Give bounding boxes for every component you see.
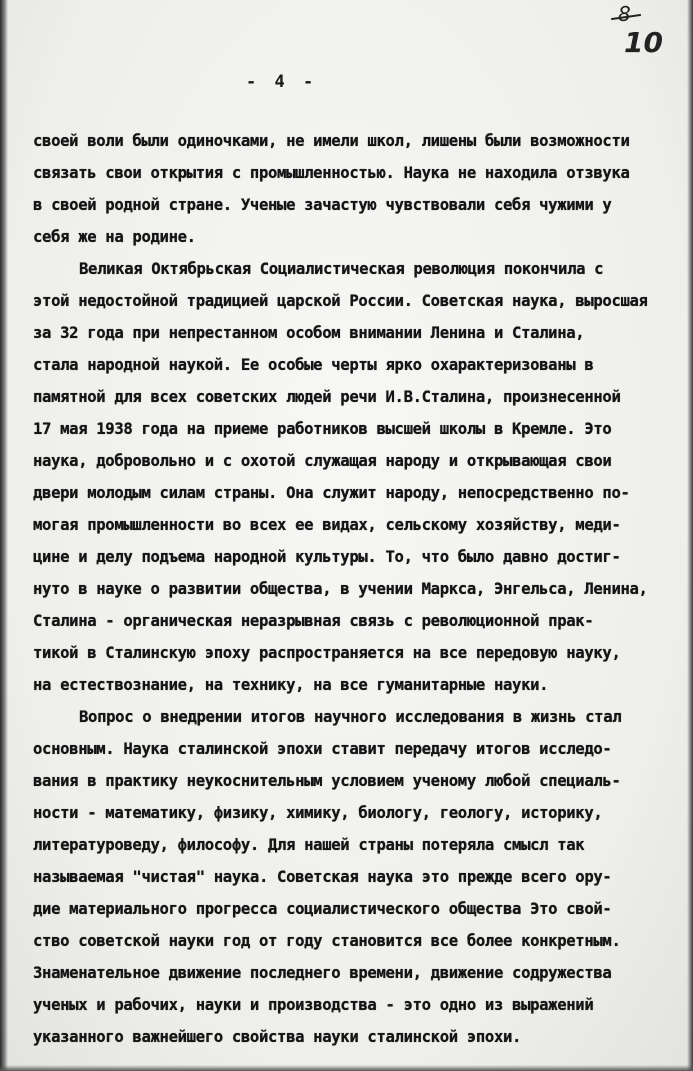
text-line: Великая Октябрьская Социалистическая революция покончила с [79, 260, 604, 278]
text-line: литературоведу, философу. Для нашей страны потеряла смысл так [33, 836, 585, 854]
handwritten-old-page-number: 8 [618, 2, 631, 26]
text-line: себя же на родине. [33, 228, 196, 246]
scan-edge-right [687, 0, 693, 1071]
typed-page-number: - 4 - [246, 72, 318, 92]
text-line: основным. Наука сталинской эпохи ставит передачу итогов исследо- [33, 740, 612, 758]
text-line: своей воли были одиночками, не имели школ, лишены были возможности [33, 132, 630, 150]
text-line: этой недостойной традицией царской России. Советская наука, выросшая [33, 292, 648, 310]
text-line: памятной для всех советских людей речи И.В.Сталина, произнесенной [33, 388, 621, 406]
text-line: Знаменательное движение последнего времени, движение содружества [33, 964, 612, 982]
text-line: могая промышленности во всех ее видах, сельскому хозяйству, меди- [33, 516, 621, 534]
text-line: за 32 года при непрестанном особом внимании Ленина и Сталина, [33, 324, 585, 342]
scan-edge-left [0, 0, 8, 1071]
scan-edge-bottom [0, 1065, 693, 1071]
text-line: стала народной наукой. Ее особые черты ярко охарактеризованы в [33, 356, 594, 374]
text-line: ство советской науки год от году становится все более конкретным. [33, 932, 621, 950]
text-line: в своей родной стране. Ученые зачастую чувствовали себя чужими у [33, 196, 612, 214]
text-line: называемая "чистая" наука. Советская наука это прежде всего ору- [33, 868, 612, 886]
text-line: нуто в науке о развитии общества, в учении Маркса, Энгельса, Ленина, [33, 580, 648, 598]
text-line: дие материального прогресса социалистического общества Это свой- [33, 900, 612, 918]
text-line: вания в практику неукоснительным условием ученому любой специаль- [33, 772, 621, 790]
text-line: двери молодым силам страны. Она служит народу, непосредственно по- [33, 484, 630, 502]
text-line: на естествознание, на технику, на все гуманитарные науки. [33, 676, 549, 694]
text-line: Вопрос о внедрении итогов научного исследования в жизнь стал [79, 708, 622, 726]
text-line: наука, добровольно и с охотой служащая народу и открывающая свои [33, 452, 612, 470]
text-line: связать свои открытия с промышленностью. Наука не находила отзвука [33, 164, 630, 182]
text-line: 17 мая 1938 года на приеме работников высшей школы в Кремле. Это [33, 420, 612, 438]
text-line: тикой в Сталинскую эпоху распространяется на все передовую науку, [33, 644, 621, 662]
text-line: указанного важнейшего свойства науки сталинской эпохи. [33, 1028, 522, 1046]
text-line: ности - математику, физику, химику, биологу, геологу, историку, [33, 804, 603, 822]
text-line: Сталина - органическая неразрывная связь с революционной прак- [33, 612, 594, 630]
text-line: ученых и рабочих, науки и производства - это одно из выражений [33, 996, 594, 1014]
handwritten-page-number: 10 [624, 26, 663, 59]
text-line: цине и делу подъема народной культуры. То, что было давно достиг- [33, 548, 621, 566]
